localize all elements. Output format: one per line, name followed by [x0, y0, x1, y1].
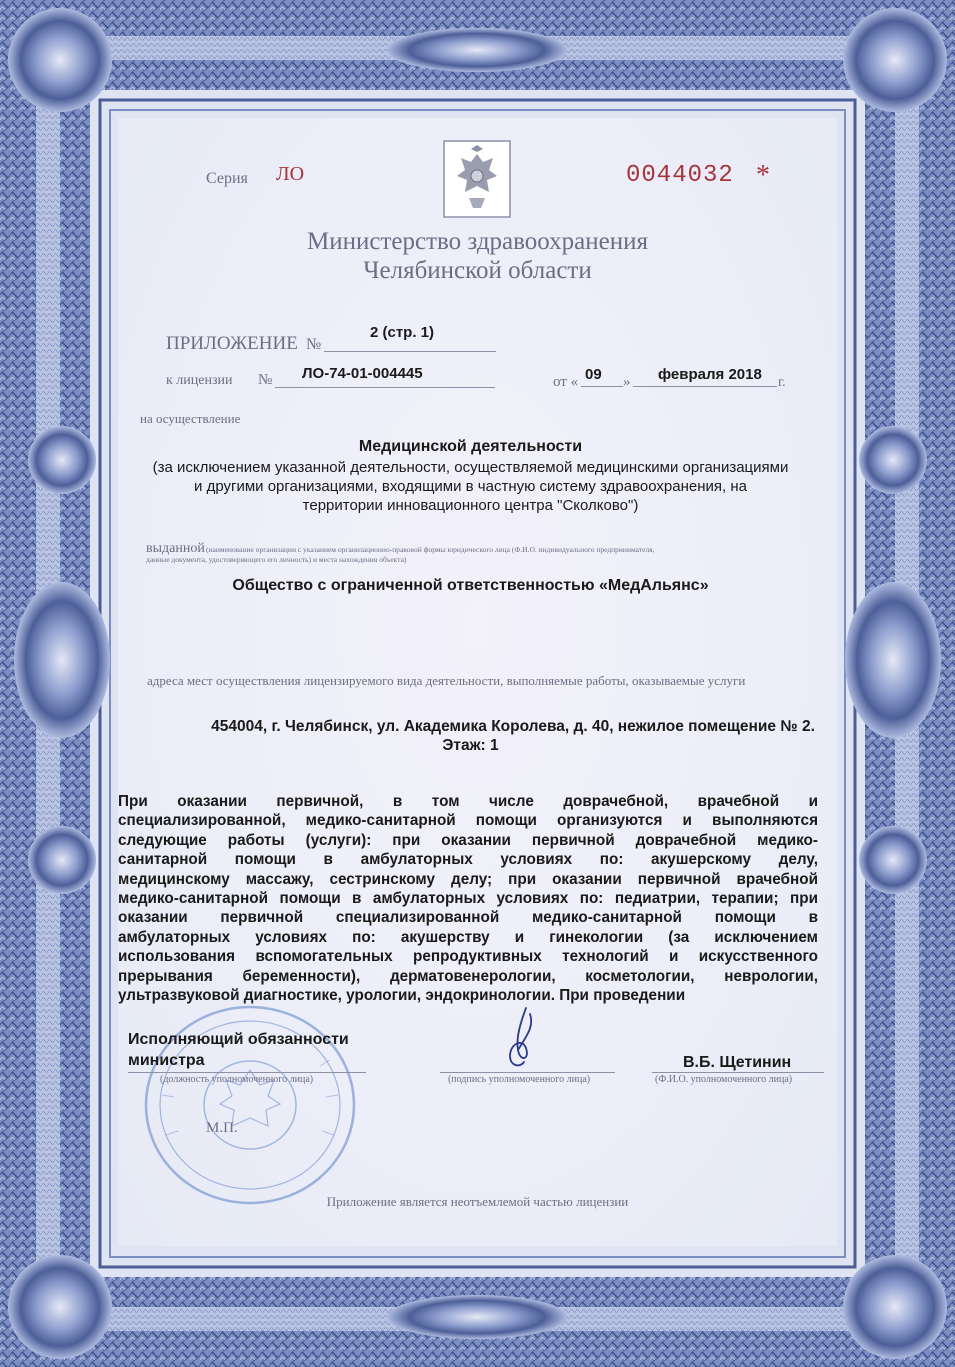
services-line: использования вспомогательных репродуктивных технологий и искусственного: [118, 948, 818, 966]
activity-label: на осуществление: [140, 411, 241, 426]
issued-to-label: выданной: [146, 541, 205, 556]
footer-note: Приложение является неотъемлемой частью лицензии: [326, 1194, 629, 1209]
address-label: адреса мест осуществления лицензируемого вида деятельности, выполняемые работы, оказываемые услуги: [147, 673, 746, 688]
services-line: При оказании первичной, в том числе доврачебной, врачебной и: [118, 793, 818, 810]
services-line: специализированной, медико-санитарной помощи организуются и выполняются: [118, 812, 818, 830]
serial-mark: *: [756, 160, 770, 191]
services-line: санитарной помощи в амбулаторных условиях по: акушерскому делу,: [118, 851, 818, 869]
issuer-line-2: Челябинской области: [363, 257, 592, 284]
appendix-number-sign: №: [306, 336, 322, 353]
services-text: [118, 792, 818, 1005]
name-line: [652, 1072, 824, 1073]
series-label: Серия: [206, 170, 248, 187]
date-day: 09: [585, 366, 602, 383]
series-value: ЛО: [276, 163, 305, 185]
appendix-number-line: [324, 351, 496, 352]
year-suffix: г.: [778, 375, 786, 390]
appendix-label: ПРИЛОЖЕНИЕ: [166, 333, 298, 354]
license-number-value: ЛО-74-01-004445: [302, 365, 423, 382]
services-line: ультразвуковой диагностике, урологии, эндокринологии. При проведении: [118, 987, 686, 1005]
services-line: следующие работы (услуги): при оказании первичной доврачебной медико-: [118, 831, 818, 849]
position-hint: (должность уполномоченного лица): [160, 1074, 314, 1085]
date-month-year: февраля 2018: [658, 366, 762, 383]
services-line: амбулаторных условиях по: акушерству и гинекологии (за исключением: [118, 928, 818, 946]
signer-position-line-2: министра: [128, 1052, 205, 1069]
stamp-place-label: М.П.: [206, 1120, 238, 1136]
license-number-sign: №: [258, 372, 273, 388]
activity-detail-1: (за исключением указанной деятельности, осуществляемой медицинскими организациями: [152, 459, 789, 476]
license-number-line: [275, 387, 495, 388]
signature-hint: (подпись уполномоченного лица): [448, 1074, 591, 1085]
coat-of-arms-icon: [443, 140, 511, 218]
issued-to-hint-1: (наименование организации с указанием организационно-правовой формы юридического лица (Ф.И.О. индивидуального предпринимателя,: [206, 545, 655, 554]
license-label: к лицензии: [166, 373, 233, 388]
issued-to-hint-2: данные документа, удостоверяющего его личность) и места нахождения объекта): [146, 555, 407, 564]
services-line: медико-санитарной помощи в амбулаторных условиях по: педиатрии, терапии; при: [118, 890, 818, 908]
services-line: медицинскому массажу, сестринскому делу; при оказании первичной врачебной: [118, 870, 818, 888]
date-month-line: [633, 386, 777, 387]
date-from-label: от «: [553, 374, 579, 390]
appendix-number-value: 2 (стр. 1): [369, 324, 435, 341]
services-line: прерывания беременности), дерматовенерологии, косметологии, неврологии,: [118, 967, 818, 985]
handwritten-signature: [496, 1004, 546, 1074]
activity-detail-2: и другими организациями, входящими в частную систему здравоохранения, на: [194, 478, 747, 495]
serial-number: 0044032: [626, 162, 734, 189]
address-line-2: Этаж: 1: [442, 737, 499, 754]
services-line: оказании первичной специализированной медико-санитарной помощи в: [118, 909, 818, 927]
signer-position-line-1: Исполняющий обязанности: [128, 1031, 349, 1048]
name-hint: (Ф.И.О. уполномоченного лица): [655, 1074, 793, 1085]
position-line: [128, 1072, 366, 1073]
address-line-1: 454004, г. Челябинск, ул. Академика Королева, д. 40, нежилое помещение № 2.: [211, 718, 815, 735]
date-close-quote: »: [623, 374, 631, 390]
date-day-line: [581, 386, 623, 387]
activity-title: Медицинской деятельности: [358, 438, 583, 455]
organization-name: Общество с ограниченной ответственностью «МедАльянс»: [232, 577, 709, 594]
issuer-line-1: Министерство здравоохранения: [307, 228, 648, 255]
signer-name: В.Б. Щетинин: [683, 1054, 792, 1071]
activity-detail-3: территории инновационного центра "Сколково"): [302, 497, 639, 514]
signature-line: [440, 1072, 615, 1073]
